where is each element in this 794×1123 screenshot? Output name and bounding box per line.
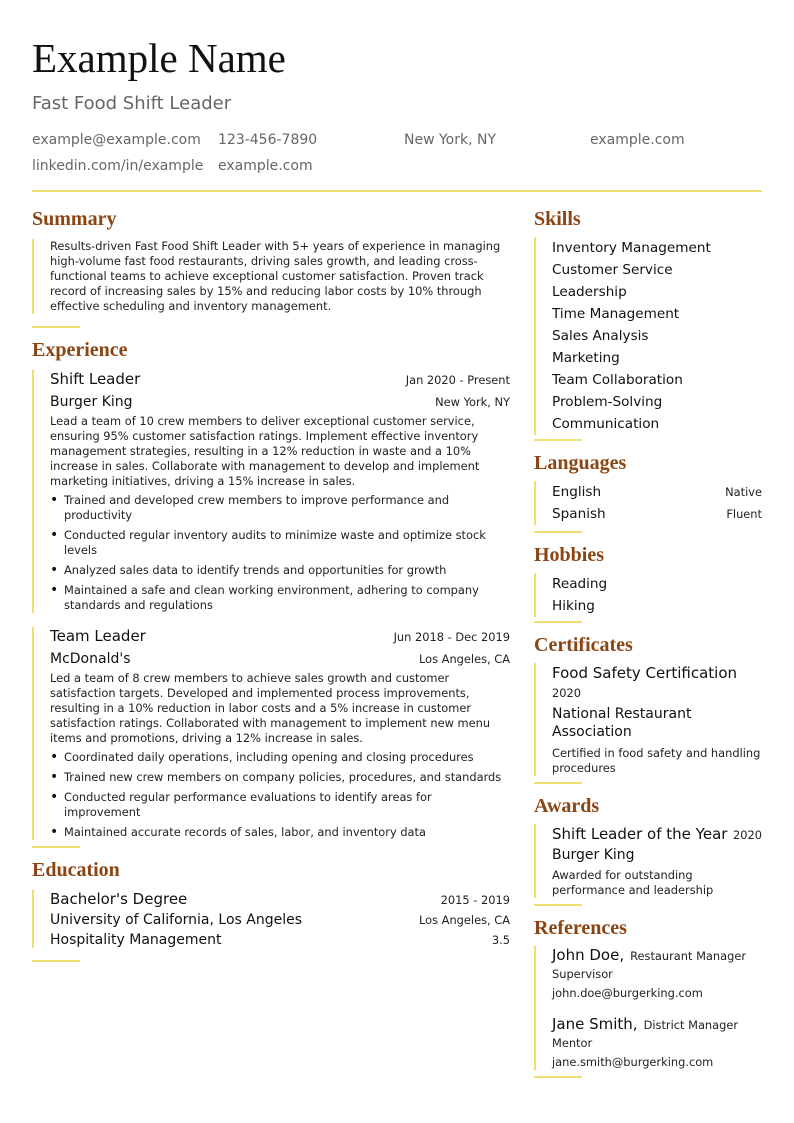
- section-divider: [534, 1076, 582, 1078]
- reference-name: Jane Smith,: [552, 1015, 638, 1033]
- award-note: Awarded for outstanding performance and leadership: [552, 868, 714, 897]
- skill-item: Team Collaboration: [552, 372, 683, 388]
- job-location: New York, NY: [435, 395, 510, 409]
- reference-email[interactable]: jane.smith@burgerking.com: [552, 1055, 714, 1069]
- certificate-name: Food Safety Certification: [552, 664, 738, 682]
- reference-position: District Manager: [643, 1018, 739, 1032]
- list-item: • Trained and developed crew members to improve performance and productivity: [50, 493, 510, 523]
- references-heading: References: [534, 917, 627, 939]
- contact-location: New York, NY: [404, 132, 497, 148]
- section-divider: [32, 846, 80, 848]
- section-divider: [32, 326, 80, 328]
- hobbies-section: [534, 573, 762, 617]
- experience-heading: Experience: [32, 339, 128, 361]
- list-item: • Maintained a safe and clean working environment, adhering to company standards and regulations: [50, 583, 510, 613]
- job-title: Fast Food Shift Leader: [32, 93, 232, 114]
- list-item: • Coordinated daily operations, including opening and closing procedures: [50, 750, 510, 765]
- job-entry: [32, 627, 510, 840]
- skills-section: [534, 237, 762, 435]
- contact-linkedin[interactable]: linkedin.com/in/example: [32, 158, 204, 174]
- language-level: Native: [725, 485, 762, 499]
- skill-item: Problem-Solving: [552, 394, 663, 410]
- job-location: Los Angeles, CA: [418, 652, 510, 666]
- reference-item: [552, 1015, 762, 1070]
- education-heading: Education: [32, 859, 120, 881]
- contact-email[interactable]: example@example.com: [32, 132, 201, 148]
- language-name: Spanish: [552, 506, 606, 522]
- job-description: Led a team of 8 crew members to achieve sales growth and customer satisfaction targets. Developed and implemented process improvements, resulting in a 10% reduction in labor costs and a 5% increase in customer satisfaction ratings. Collaborated with management to implement new menu items and promotions, driving a 12% increase in sales.: [50, 671, 491, 745]
- section-divider: [534, 904, 582, 906]
- education-dates: 2015 - 2019: [440, 893, 510, 907]
- section-divider: [32, 960, 80, 962]
- reference-name: John Doe,: [552, 946, 625, 964]
- hobby-item: Hiking: [552, 598, 595, 614]
- list-item: • Analyzed sales data to identify trends and opportunities for growth: [50, 563, 510, 578]
- resume-page: [32, 0, 762, 1090]
- reference-position: Restaurant Manager: [630, 949, 747, 963]
- education-degree: Bachelor's Degree: [50, 890, 188, 908]
- skill-item: Inventory Management: [552, 240, 711, 256]
- section-divider: [534, 621, 582, 623]
- reference-email[interactable]: john.doe@burgerking.com: [552, 986, 703, 1000]
- side-column: [534, 209, 762, 1090]
- reference-relation: Supervisor: [552, 967, 613, 981]
- award-issuer: Burger King: [552, 847, 635, 863]
- header-divider: [32, 190, 762, 192]
- reference-item: [552, 946, 762, 1001]
- job-company: McDonald's: [50, 651, 131, 667]
- summary-text: Results-driven Fast Food Shift Leader with 5+ years of experience in managing high-volume fast food restaurants, driving sales growth, and leading cross-functional teams to achieve exceptional customer satisfaction. Proven track record of increasing sales by 15% and reducing labor costs by 10% through effective scheduling and inventory management.: [50, 239, 501, 313]
- hobby-item: Reading: [552, 576, 608, 592]
- job-entry: [32, 370, 510, 613]
- references-section: [534, 946, 762, 1070]
- certificate-issuer: National Restaurant Association: [552, 706, 692, 740]
- contact-phone[interactable]: 123-456-7890: [218, 132, 318, 148]
- awards-section: [534, 824, 762, 898]
- job-description: Lead a team of 10 crew members to deliver exceptional customer service, ensuring 95% customer satisfaction ratings. Implement effective inventory management strategies, resulting in a 12% reduction in waste and a 10% increase in sales. Collaborate with management to develop and implement marketing initiatives, driving a 15% increase in sales.: [50, 414, 480, 488]
- skill-item: Customer Service: [552, 262, 673, 278]
- award-name: Shift Leader of the Year: [552, 825, 728, 843]
- education-school: University of California, Los Angeles: [50, 912, 303, 928]
- summary-heading: Summary: [32, 208, 117, 230]
- skill-item: Marketing: [552, 350, 620, 366]
- job-role: Team Leader: [50, 627, 146, 645]
- contact-website[interactable]: example.com: [590, 132, 685, 148]
- contact-list: [32, 132, 762, 174]
- awards-heading: Awards: [534, 795, 600, 817]
- summary-section: [32, 239, 510, 314]
- skills-heading: Skills: [534, 208, 581, 230]
- job-bullets: [50, 493, 510, 613]
- language-name: English: [552, 484, 602, 500]
- section-divider: [534, 531, 582, 533]
- skill-item: Leadership: [552, 284, 627, 300]
- job-bullets: [50, 750, 510, 840]
- list-item: • Conducted regular performance evaluations to identify areas for improvement: [50, 790, 510, 820]
- education-location: Los Angeles, CA: [418, 913, 510, 927]
- certificate-year: 2020: [552, 686, 581, 700]
- language-item: [552, 481, 762, 503]
- skill-item: Time Management: [552, 306, 680, 322]
- candidate-name: Example Name: [32, 35, 286, 81]
- certificates-section: [534, 663, 762, 776]
- list-item: • Maintained accurate records of sales, labor, and inventory data: [50, 825, 510, 840]
- skill-item: Sales Analysis: [552, 328, 649, 344]
- list-item: • Conducted regular inventory audits to minimize waste and optimize stock levels: [50, 528, 510, 558]
- education-gpa: 3.5: [491, 933, 510, 947]
- job-dates: Jan 2020 - Present: [405, 373, 510, 387]
- main-column: [32, 209, 510, 1090]
- section-divider: [534, 782, 582, 784]
- skill-item: Communication: [552, 416, 660, 432]
- education-field: Hospitality Management: [50, 932, 222, 948]
- reference-relation: Mentor: [552, 1036, 593, 1050]
- contact-website-2[interactable]: example.com: [218, 158, 313, 174]
- languages-heading: Languages: [534, 452, 627, 474]
- language-item: [552, 503, 762, 525]
- job-role: Shift Leader: [50, 370, 141, 388]
- education-section: [32, 890, 510, 948]
- list-item: • Trained new crew members on company policies, procedures, and standards: [50, 770, 510, 785]
- job-dates: Jun 2018 - Dec 2019: [393, 630, 510, 644]
- languages-section: [534, 481, 762, 525]
- hobbies-heading: Hobbies: [534, 544, 605, 566]
- award-year: 2020: [733, 828, 762, 842]
- certificates-heading: Certificates: [534, 634, 633, 656]
- certificate-note: Certified in food safety and handling procedures: [552, 746, 761, 775]
- job-company: Burger King: [50, 394, 133, 410]
- section-divider: [534, 439, 582, 441]
- language-level: Fluent: [726, 507, 762, 521]
